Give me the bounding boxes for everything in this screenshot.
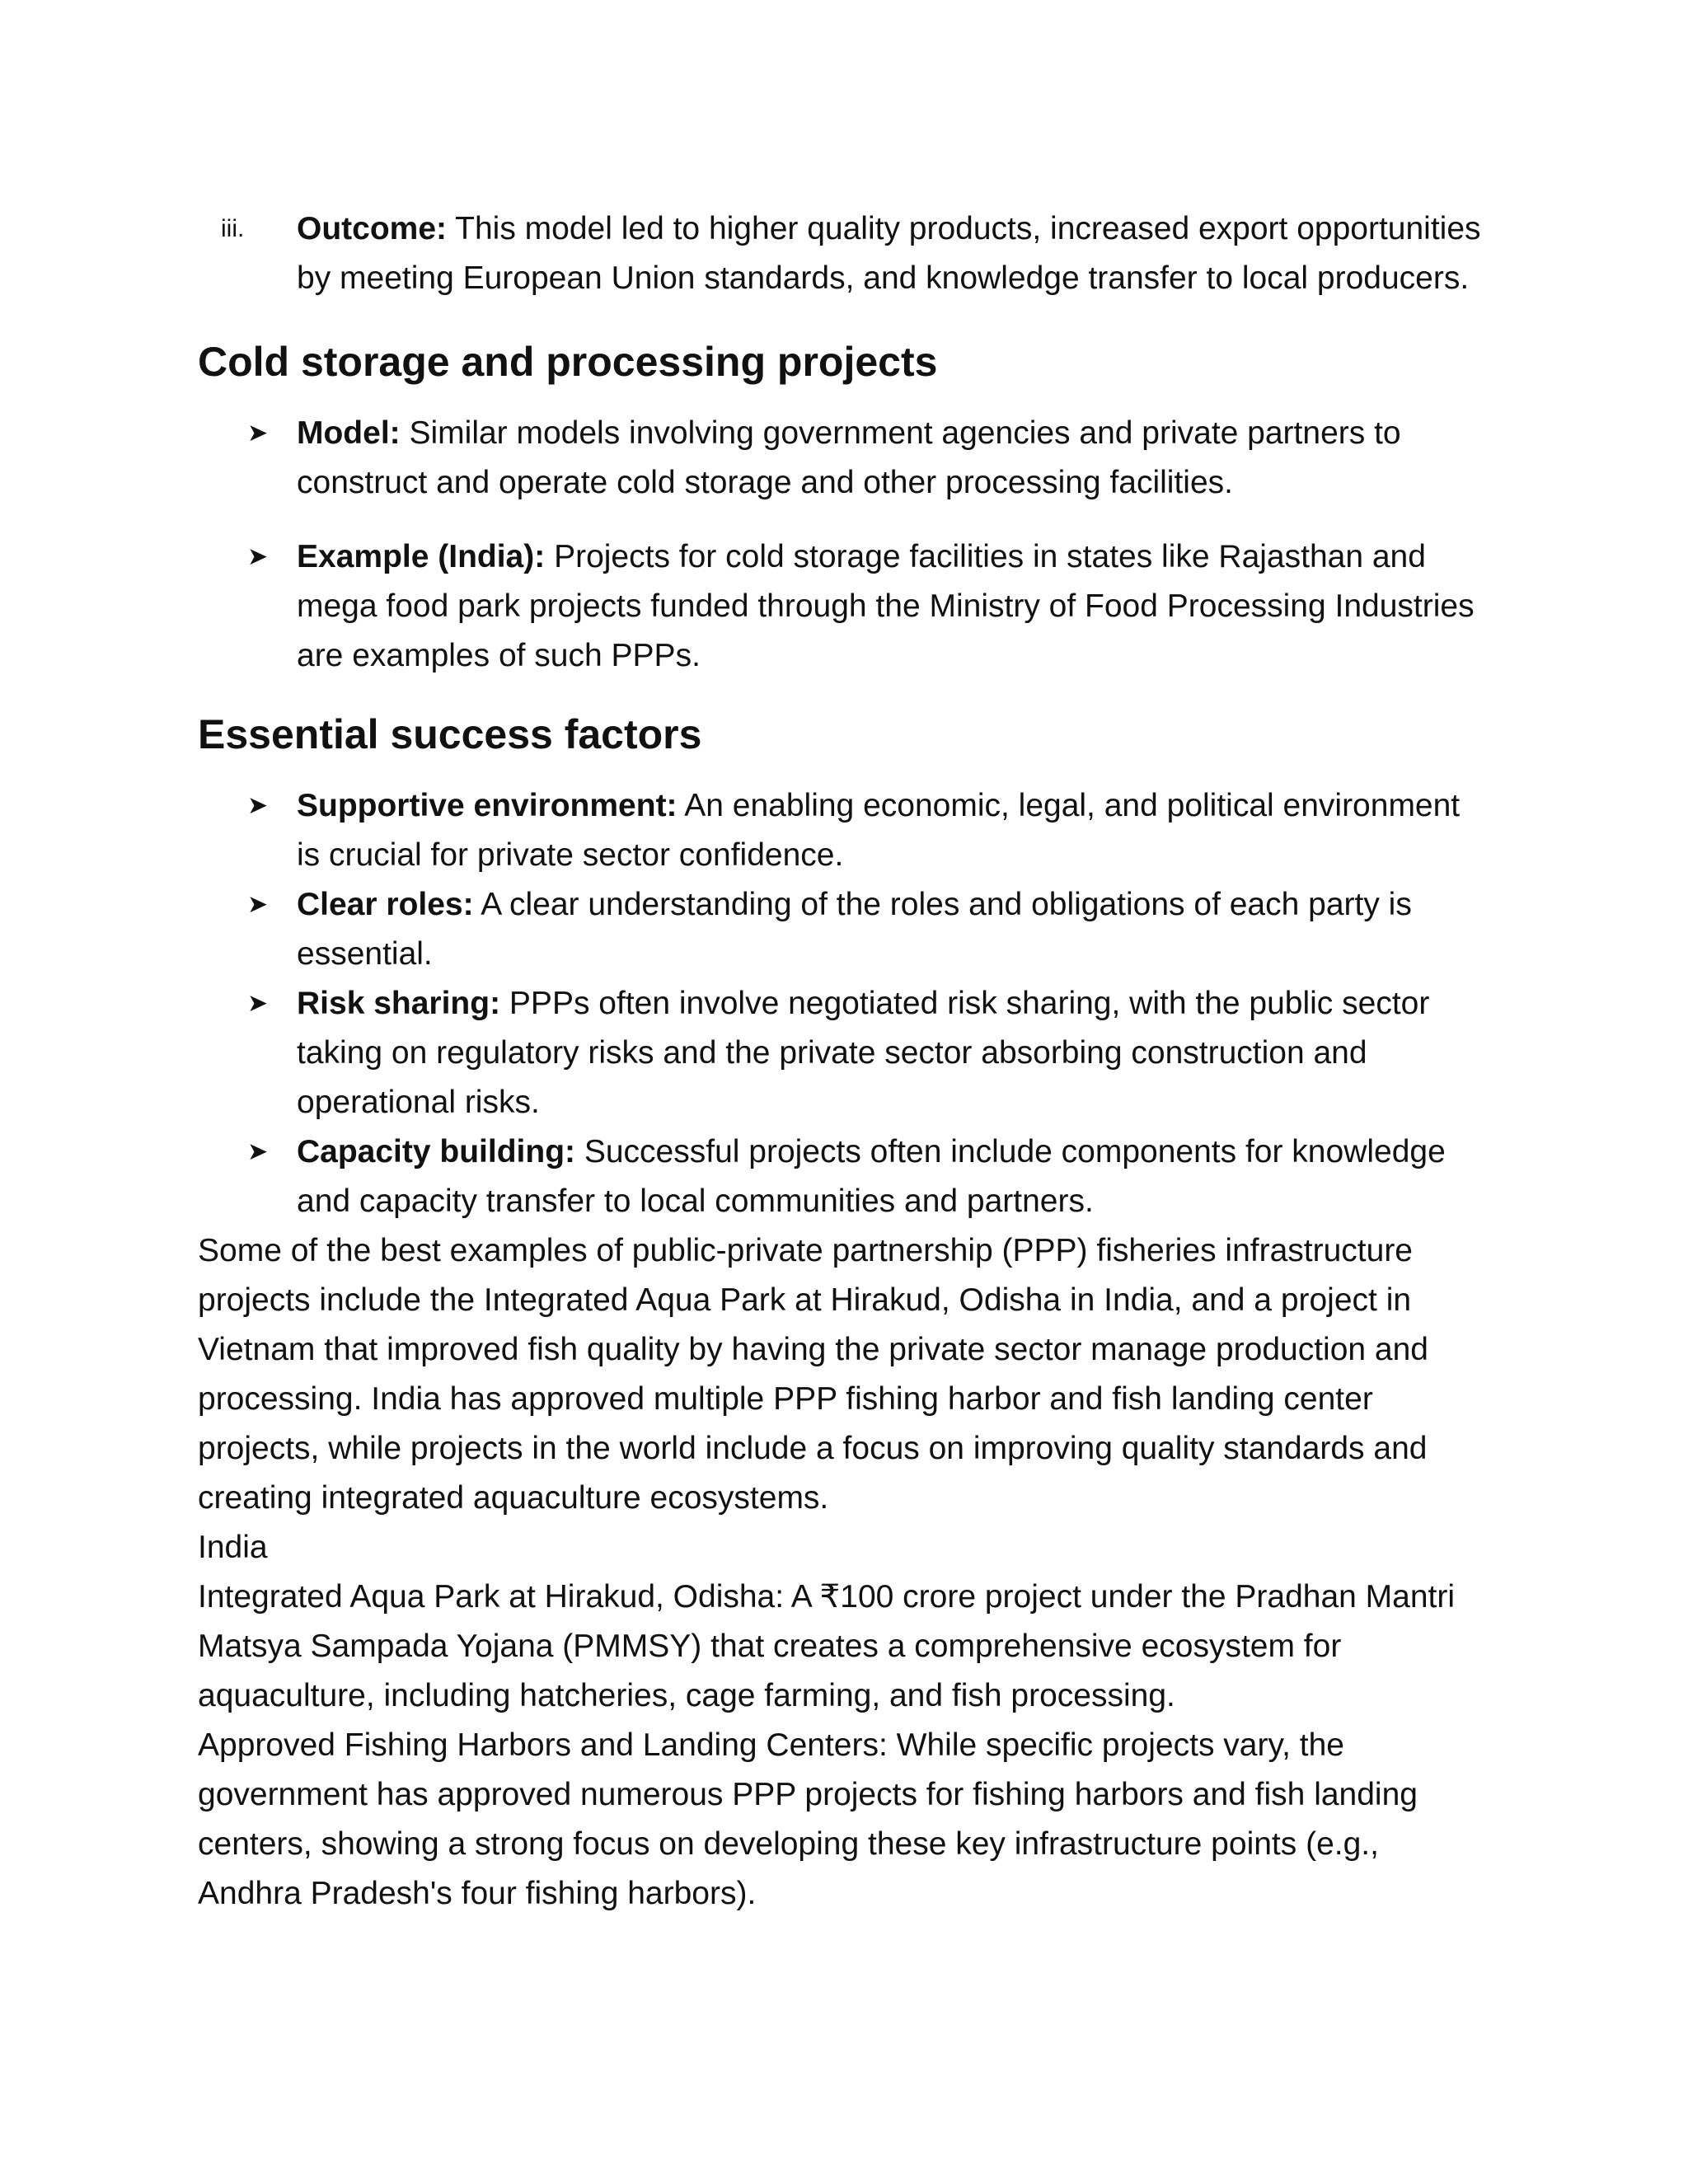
item-label: Supportive environment: — [297, 788, 678, 823]
item-label: Capacity building: — [297, 1134, 576, 1169]
item-label: Clear roles: — [297, 887, 474, 922]
arrowhead-bullet-icon: ➤ — [247, 419, 269, 447]
item-text: PPPs often involve negotiated risk sharing, with the public sector taking on regulatory risks and the private sector absorbing construction and operational risks. — [297, 986, 1430, 1120]
paragraph-aqua-park: Integrated Aqua Park at Hirakud, Odisha: A ₹100 crore project under the Pradhan Mantri Matsya Sampada Yojana (PMMSY) that creates a comprehensive ecosystem for aquaculture, including hatcheries, cage farming, and fish processing. — [198, 1579, 1456, 1713]
item-label: Risk sharing: — [297, 986, 501, 1021]
item-label: Model: — [297, 415, 401, 451]
arrowhead-bullet-icon: ➤ — [247, 792, 269, 819]
list-item-outcome — [198, 204, 1484, 303]
arrowhead-bullet-icon: ➤ — [247, 891, 269, 918]
item-text: Projects for cold storage facilities in states like Rajasthan and mega food park projects funded through the Ministry of Food Processing Industries are examples of such PPPs. — [297, 539, 1475, 673]
item-text: Similar models involving government agencies and private partners to construct and operate cold storage and other processing facilities. — [297, 415, 1401, 500]
item-text: This model led to higher quality products, increased export opportunities by meeting European Union standards, and knowledge transfer to local producers. — [297, 211, 1481, 296]
section-heading-success-factors: Essential success factors — [198, 711, 702, 757]
paragraph-india-heading: India — [198, 1530, 268, 1565]
item-text: An enabling economic, legal, and political environment is crucial for private sector confidence. — [297, 788, 1461, 873]
list-item-risk-sharing — [198, 979, 1484, 1127]
roman-numeral-marker: iii. — [221, 215, 245, 242]
item-label: Outcome: — [297, 211, 448, 246]
arrowhead-bullet-icon: ➤ — [247, 990, 269, 1017]
arrowhead-bullet-icon: ➤ — [247, 1138, 269, 1165]
item-text: Successful projects often include components for knowledge and capacity transfer to local communities and partners. — [297, 1134, 1446, 1219]
list-item-capacity-building — [198, 1127, 1484, 1226]
item-label: Example (India): — [297, 539, 546, 574]
section-heading-cold-storage: Cold storage and processing projects — [198, 339, 938, 385]
arrowhead-bullet-icon: ➤ — [247, 543, 269, 570]
list-item-example-india — [198, 532, 1484, 681]
paragraph-fishing-harbors: Approved Fishing Harbors and Landing Centers: While specific projects vary, the government has approved numerous PPP projects for fishing harbors and fish landing centers, showing a strong focus on developing these key infrastructure points (e.g., Andhra Pradesh's four fishing harbors). — [198, 1727, 1418, 1911]
item-text: A clear understanding of the roles and obligations of each party is essential. — [297, 887, 1412, 972]
list-item-model — [198, 409, 1484, 508]
list-item-supportive-environment — [198, 781, 1484, 880]
list-item-clear-roles — [198, 880, 1484, 979]
document-content — [198, 204, 1484, 1919]
paragraph-summary: Some of the best examples of public-private partnership (PPP) fisheries infrastructure projects include the Integrated Aqua Park at Hirakud, Odisha in India, and a project in Vietnam that improved fish quality by having the private sector manage production and processing. India has approved multiple PPP fishing harbor and fish landing center projects, while projects in the world include a focus on improving quality standards and creating integrated aquaculture ecosystems. — [198, 1233, 1428, 1516]
